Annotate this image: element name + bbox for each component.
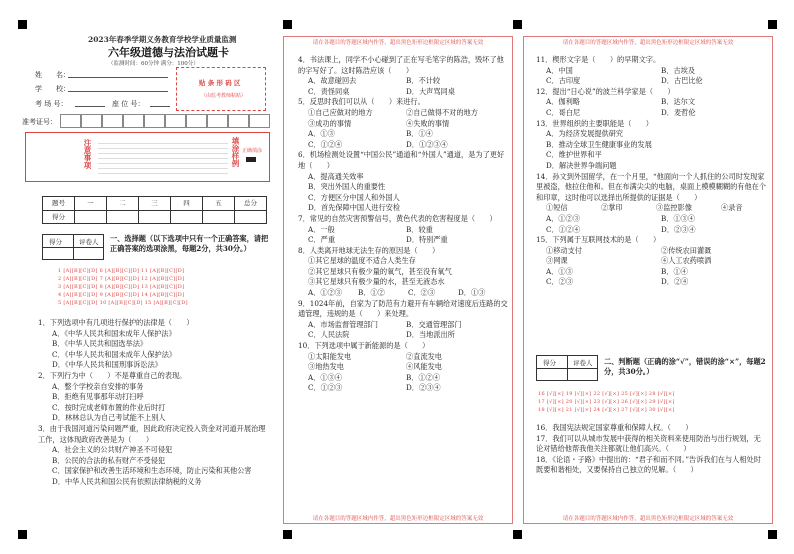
panel-note-top: 请在各题目的答题区域内作答，超出黑色矩形边框限定区域的答案无效: [312, 40, 484, 46]
option: C．严重: [308, 235, 336, 245]
option: B．①②: [358, 288, 385, 298]
bubble-row-1[interactable]: 1 [A][B][C][D] 6 [A][B][C][D] 11 [A][B][C][D]: [58, 268, 185, 274]
option: C．《中华人民共和国未成年人保护法》: [52, 349, 177, 359]
question-13: 13．世界组织的主要职能是（ ）: [536, 118, 653, 128]
option: C．维护世界和平: [546, 150, 602, 160]
bubble-row-5[interactable]: 5 [A][B][C][D] 10 [A][B][C][D] 15 [A][B][C][D]: [58, 300, 188, 306]
section2-title: 二、判断题（正确的涂“√”，错误的涂“×”，每题2分，共30分。）: [604, 357, 766, 376]
question-8: 8．人类离开地球无法生存的原因是（ ）: [298, 245, 440, 255]
option: B．①③④: [661, 213, 696, 223]
question-17: 17．我们可以从城市发展中获得的相关资料来使用防治与出行规划，无论对错给他帮我他关注都就让他们高兴。（ ）: [536, 433, 761, 454]
option: B．拒绝有见事那年动打扫呼: [52, 392, 144, 402]
option: C．责怪同桌: [308, 86, 350, 96]
option: D．当地派出所: [406, 330, 455, 340]
question-3: 3．由于我国河道污染问题严重，因此政府决定投入资金对河道开展治理工作，这体现政府改善是为（ ）: [38, 423, 266, 444]
school-label: 学 校：: [35, 85, 70, 93]
option: D．②③④: [661, 224, 696, 234]
col2-content: [298, 55, 508, 394]
option: ④失败的事情: [406, 118, 450, 128]
option: ③监控影像: [656, 203, 692, 213]
col1-content: [38, 318, 273, 488]
option: D．《中华人民共和国刑事诉讼法》: [52, 360, 162, 370]
option: A．伽利略: [546, 97, 580, 107]
seat-label: 座 位 号：: [112, 100, 145, 108]
option: B．不计较: [406, 76, 441, 86]
option: ②掌印: [601, 203, 623, 213]
fill-title: 填涂样例: [231, 137, 240, 167]
option: A．中国: [546, 65, 573, 75]
option: B．较重: [406, 224, 433, 234]
exam-title: 2023年春季学期义务教育学校学业质量监测: [88, 35, 237, 44]
option: A．故意碰回去: [308, 76, 357, 86]
question-6: 6．机场检测处设置“中国公民”通道和“外国人”通道，是为了更好地（ ）: [298, 150, 505, 170]
option: C．①②④: [308, 139, 343, 149]
question-15: 15．下列属于互联网技术的是（ ）: [536, 235, 661, 245]
question-10: 10．下列选项中属于新能源的是（ ）: [298, 341, 430, 351]
corner-mark-mid4: [513, 530, 522, 539]
question-1: 1．下列选项中有几项进行保护的法律是（ ）: [38, 318, 194, 327]
option: A．①③: [546, 266, 573, 276]
option: ②自己做得不对的地方: [406, 107, 478, 117]
option: D．麦哲伦: [661, 107, 696, 117]
option: B．《中华人民共和国选举法》: [52, 339, 148, 349]
option: B．推动全球卫生健康事业的发展: [546, 139, 652, 149]
exam-subtitle: 六年级道德与法治试题卡: [108, 46, 229, 59]
corner-mark-mid2: [513, 20, 522, 29]
question-2: 2．下列行为中（ ）不是尊重自己的表现。: [38, 370, 187, 380]
option: B．①④: [661, 266, 688, 276]
option: C．①②④: [546, 224, 581, 234]
name-label: 姓 名：: [35, 71, 70, 79]
question-16: 16．我国宪法规定国家尊重和保障人权。（ ）: [536, 423, 693, 432]
fill-sample: 正确填涂: [242, 148, 263, 154]
option: D．林林总认为自己考试能不上别人: [52, 413, 166, 423]
option: ④风能发电: [406, 362, 442, 372]
question-18: 18．《论语・子路》中提出的：“君子和而不同。”告诉我们在与人相处时既要和谐相处，又要保持自己独立的见解。（ ）: [536, 454, 761, 475]
option: D．①②③④: [406, 139, 448, 149]
option: D．②③④: [406, 383, 441, 393]
section2-answer-grid[interactable]: [538, 391, 763, 419]
option: A．《中华人民共和国未成年人保护法》: [52, 328, 176, 338]
option: D．大声骂同桌: [406, 86, 455, 96]
option: B．达尔文: [661, 97, 696, 107]
option: C．哥白尼: [546, 107, 581, 117]
option: D．首先保障中国人进行安检: [308, 203, 401, 213]
panel-note-bottom: 请在各题目的答题区域内作答，超出黑色矩形边框限定区域的答案无效: [312, 516, 484, 522]
fill-sample-mark: [246, 157, 256, 162]
option: ①移动支付: [546, 245, 582, 255]
option: ②直流发电: [406, 351, 442, 361]
option: B．古埃及: [661, 65, 696, 75]
option: ②传统农田灌溉: [661, 245, 712, 255]
option: D．①③: [458, 288, 486, 298]
option: A．整个学校亲自安排的事务: [52, 381, 144, 391]
school-field[interactable]: [68, 91, 168, 92]
option: B．①④: [406, 129, 433, 139]
option: C．②③: [546, 277, 574, 287]
option: ③其它星球只有极少量的水，甚至无液态水: [308, 277, 445, 287]
option: ①自己应做对的地方: [308, 107, 373, 117]
option: C．古印度: [546, 76, 581, 86]
option: B．交通管理部门: [406, 319, 462, 329]
option: ④人工农药喷洒: [661, 256, 712, 266]
corner-mark-mid1: [283, 20, 292, 29]
option: D．特别严重: [406, 235, 448, 245]
option: A．一般: [308, 224, 335, 234]
panel-note-bottom: 请在各题目的答题区域内作答，超出黑色矩形边框限定区域的答案无效: [562, 516, 734, 522]
option: B．①②④: [406, 372, 441, 382]
option: A．提高通关效率: [308, 171, 364, 181]
barcode-sub: （由监考教师粘贴）: [201, 93, 247, 99]
option: A．市场监督管理部门: [308, 319, 378, 329]
notice-box: [25, 132, 270, 182]
option: A．①③④: [308, 372, 342, 382]
bubble-row-2[interactable]: 2 [A][B][C][D] 7 [A][B][C][D] 12 [A][B][C][D]: [58, 276, 185, 282]
question-9: 9．1024年前，自家为了防范有力避开有车辆给对速度后连路的交通管理，违规的是（ ）来处理。: [298, 298, 508, 319]
corner-mark-tl: [18, 20, 27, 29]
option: ③网课: [546, 256, 568, 266]
exam-info: （监测时间：60分钟 满分：100分）: [108, 61, 199, 67]
exam-number-label: 准考证号：: [22, 118, 57, 126]
option: C．人民法院: [308, 330, 350, 340]
seat-field[interactable]: [150, 106, 170, 107]
judge-bubble-row-2[interactable]: 17 [√][×] 20 [√][×] 23 [√][×] 26 [√][×] 29 [√][×]: [538, 399, 675, 405]
answer-panel-right: [523, 36, 773, 524]
section1-score-box: 得分 评卷人: [42, 234, 104, 260]
corner-mark-bl: [18, 530, 27, 539]
option: D．中华人民共和国公民有依照法律纳税的义务: [52, 476, 202, 486]
option: D．古巴比伦: [661, 76, 703, 86]
option: B．公民的合法的私有财产不受侵犯: [52, 455, 166, 465]
question-7: 7．常见的自然灾害预警信号，黄色代表的危害程度是（ ）: [298, 213, 497, 223]
option: ③地热发电: [308, 362, 344, 372]
room-field[interactable]: [75, 106, 105, 107]
option: ①太阳能发电: [308, 351, 352, 361]
option: C．方便区分中国人和外国人: [308, 192, 400, 202]
option: ④录音: [721, 203, 743, 213]
room-label: 考 场 号：: [35, 100, 68, 108]
option: A．①②③: [308, 288, 342, 298]
judge-content: [536, 423, 764, 476]
option: C．按时完成老师布置的作业后时打: [52, 402, 166, 412]
option: D．②④: [661, 277, 689, 287]
option: A．①②③: [546, 213, 580, 223]
option: B．突出外国人的重要性: [308, 182, 386, 192]
bubble-row-3[interactable]: 3 [A][B][C][D] 8 [A][B][C][D] 13 [A][B][C][D]: [58, 284, 185, 290]
option: C．国家保护和改善生活环境和生态环境，防止污染和其他公害: [52, 466, 252, 476]
section2-score-box: 得分 评卷人: [536, 355, 598, 381]
judge-bubble-row-3[interactable]: 18 [√][×] 21 [√][×] 24 [√][×] 27 [√][×] 30 [√][×]: [538, 407, 675, 413]
bubble-row-4[interactable]: 4 [A][B][C][D] 9 [A][B][C][D] 14 [A][B][C][D]: [58, 292, 185, 298]
option: ③成功的事情: [308, 118, 352, 128]
answer-panel-middle: [283, 36, 513, 524]
corner-mark-mid3: [283, 530, 292, 539]
question-11: 11．楔形文字是（ ）的早期文字。: [536, 55, 661, 64]
exam-number-boxes[interactable]: [60, 114, 270, 128]
option: C．②③: [408, 288, 436, 298]
option: ①短信: [546, 203, 568, 213]
section1-title: 一、选择题（以下选项中只有一个正确答案，请把正确答案的选项涂黑，每题2分，共30分。）: [110, 234, 269, 253]
col3-content: [536, 55, 768, 288]
barcode-area: [176, 67, 266, 111]
score-table: [42, 196, 267, 224]
corner-mark-tr: [768, 20, 777, 29]
corner-mark-br: [768, 530, 777, 539]
question-14: 14．孙文到外国留学，在一个月里，“他面向一个人抓住的公司时发现家里被盗，他拉住他和。但在布满尖尖的电脑，桌面上模模糊糊的有他在个和印章，这时他可以选择出所提供的证据是（ ）: [536, 171, 767, 202]
score-table-header: 题号 一 二 三 四 五 总分: [43, 197, 266, 211]
barcode-title: 贴 条 形 码 区: [199, 79, 241, 87]
option: A．为经济发展提供研究: [546, 129, 624, 139]
score-table-row: 得分: [43, 211, 266, 224]
question-5: 5．反思时我们可以从（ ）来进行。: [298, 97, 425, 107]
section1-answer-grid[interactable]: [58, 268, 228, 310]
option: A．①③: [308, 129, 335, 139]
option: D．解决世界争端问题: [546, 160, 617, 170]
option: C．①②③: [308, 383, 343, 393]
question-12: 12．提出“日心说”的波兰科学家是（ ）: [536, 86, 675, 96]
option: ②其它星球只有极少量的氧气，甚至没有氧气: [308, 266, 452, 276]
judge-bubble-row-1[interactable]: 16 [√][×] 19 [√][×] 22 [√][×] 25 [√][×] 28 [√][×]: [538, 391, 675, 397]
name-field[interactable]: [68, 77, 168, 78]
panel-note-top: 请在各题目的答题区域内作答，超出黑色矩形边框限定区域的答案无效: [562, 40, 734, 46]
notice-lines: [98, 139, 228, 177]
option: ①其它星球的温度不适合人类生存: [308, 256, 416, 266]
option: A．社会主义的公共财产神圣不可侵犯: [52, 445, 173, 455]
notice-title: 注意事项: [83, 139, 92, 169]
question-4: 4．书法课上，同学不小心碰到了正在写毛笔字的陈浩，毁坏了他的字写好了。这时陈浩应该（ ）: [298, 55, 504, 75]
